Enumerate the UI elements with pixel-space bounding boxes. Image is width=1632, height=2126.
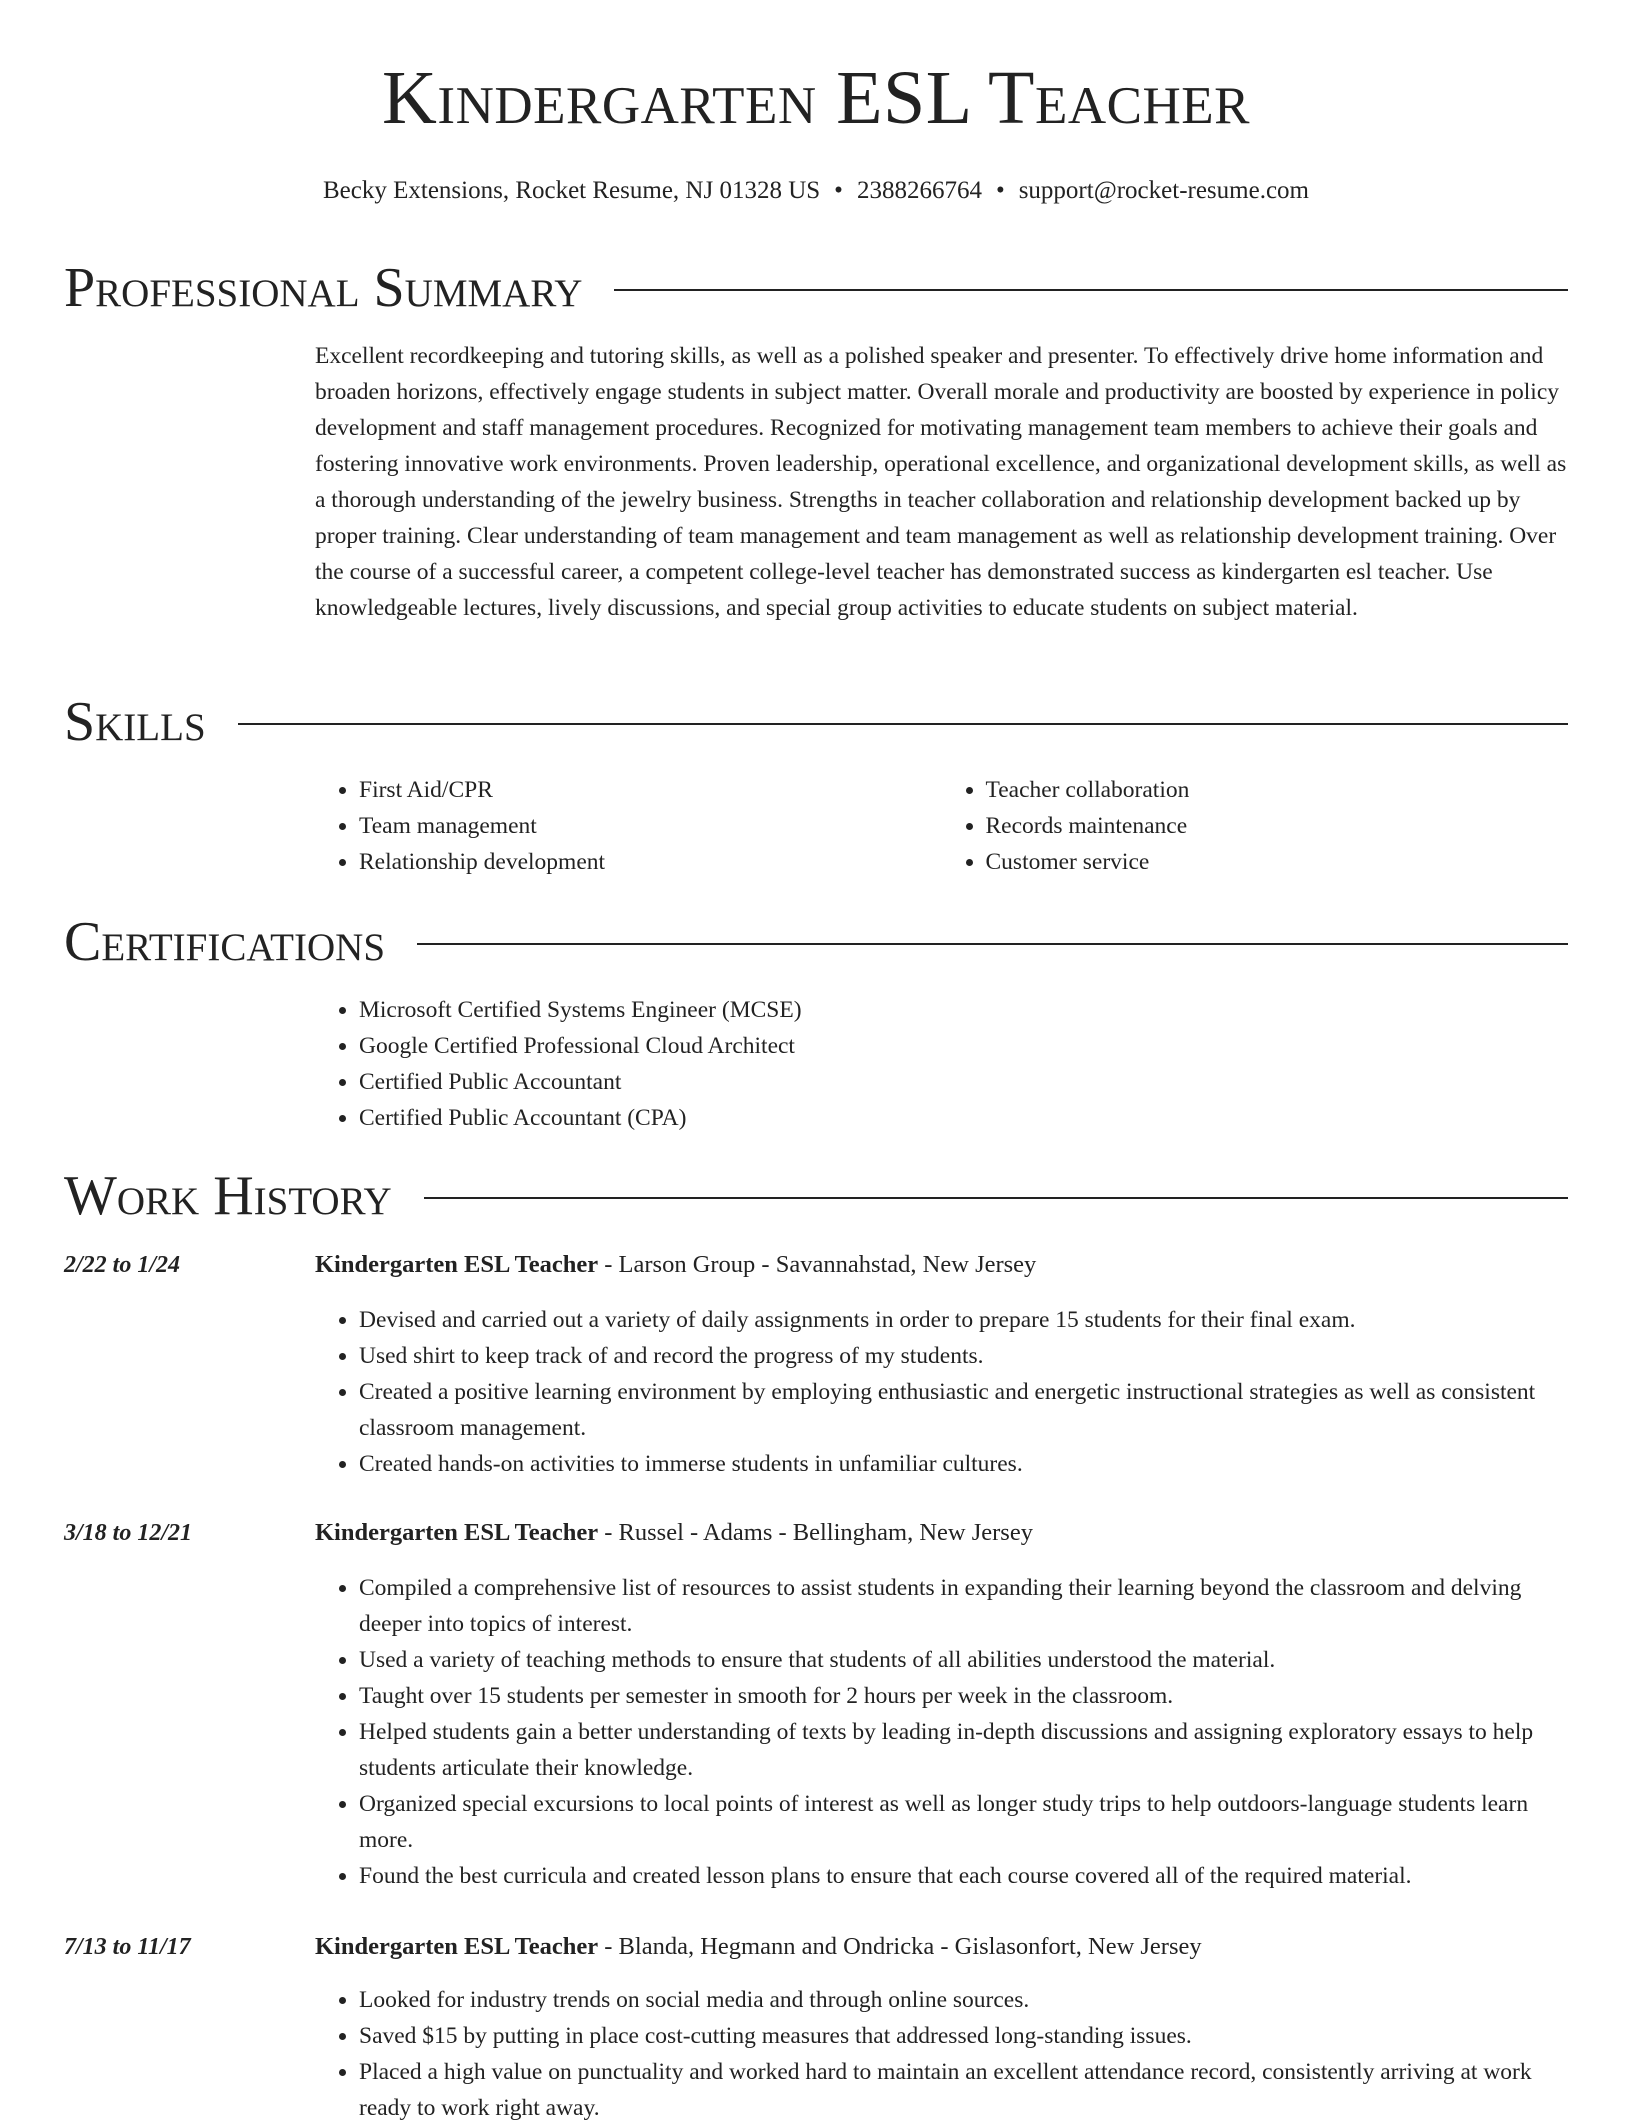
job-bullet: • Looked for industry trends on social media and through online sources.	[359, 1982, 1568, 2018]
skills-section-heading	[64, 690, 1568, 754]
contact-address: Becky Extensions, Rocket Resume, NJ 01328 US	[322, 177, 821, 204]
skills-heading-label: Skills	[64, 691, 206, 753]
certification-item: • Certified Public Accountant	[359, 1064, 1568, 1100]
work-history-heading-label: Work History	[64, 1165, 392, 1227]
job-bullet: • Taught over 15 students per semester in smooth for 2 hours per week in the classroom.	[359, 1678, 1568, 1714]
job-dates: 2/22 to 1/24	[64, 1252, 181, 1278]
job-bullet: • Used a variety of teaching methods to ensure that students of all abilities understood the material.	[359, 1642, 1568, 1678]
skill-item: • Records maintenance	[986, 808, 1569, 844]
job-bullet: • Organized special excursions to local points of interest as well as longer study trips to help outdoors-language students learn more.	[359, 1786, 1568, 1858]
job-employer: - Blanda, Hegmann and Ondricka - Gislasonfort, New Jersey	[598, 1933, 1202, 1960]
contact-phone: 2388266764	[856, 177, 982, 204]
job-title: Kindergarten ESL Teacher	[315, 1519, 599, 1546]
job-dates: 7/13 to 11/17	[64, 1934, 191, 1960]
section-divider	[614, 289, 1568, 291]
contact-email: support@rocket-resume.com	[1018, 177, 1309, 204]
skill-item: • Team management	[359, 808, 942, 844]
certifications-section-heading	[64, 910, 1568, 974]
skill-item: • First Aid/CPR	[359, 772, 942, 808]
job-bullet: • Devised and carried out a variety of daily assignments in order to prepare 15 students for their final exam.	[359, 1302, 1568, 1338]
skill-item: • Relationship development	[359, 844, 942, 880]
certification-item: • Microsoft Certified Systems Engineer (MCSE)	[359, 992, 1568, 1028]
job-title: Kindergarten ESL Teacher	[315, 1933, 599, 1960]
job-responsibilities	[315, 1570, 1568, 1894]
job-bullet: • Compiled a comprehensive list of resources to assist students in expanding their learning beyond the classroom and delving deeper into topics of interest.	[359, 1570, 1568, 1642]
contact-separator: •	[995, 177, 1005, 204]
skills-column-left	[315, 772, 942, 880]
job-dates: 3/18 to 12/21	[64, 1520, 193, 1546]
section-divider	[238, 723, 1568, 725]
skill-item: • Teacher collaboration	[986, 772, 1569, 808]
job-responsibilities	[315, 1982, 1568, 2126]
contact-line	[64, 175, 1568, 207]
job-title: Kindergarten ESL Teacher	[315, 1251, 599, 1278]
job-heading	[315, 1515, 1568, 1551]
summary-section-heading	[64, 256, 1568, 320]
job-bullet: • Placed a high value on punctuality and worked hard to maintain an excellent attendance record, consistently arriving at work ready to work right away.	[359, 2054, 1568, 2126]
summary-text: Excellent recordkeeping and tutoring skills, as well as a polished speaker and presenter. To effectively drive home information and broaden horizons, effectively engage students in subject matter. Overall morale and productivity are boosted by experience in policy development and staff management procedures. Recognized for motivating management team members to achieve their goals and fostering innovative work environments. Proven leadership, operational excellence, and organizational development skills, as well as a thorough understanding of the jewelry business. Strengths in teacher collaboration and relationship development backed up by proper training. Clear understanding of team management and team management as well as relationship development training. Over the course of a successful career, a competent college-level teacher has demonstrated success as kindergarten esl teacher. Use knowledgeable lectures, lively discussions, and special group activities to educate students on subject material.	[315, 343, 1567, 621]
job-heading	[315, 1929, 1568, 1965]
job-bullet: • Saved $15 by putting in place cost-cutting measures that addressed long-standing issues.	[359, 2018, 1568, 2054]
job-bullet: • Created a positive learning environment by employing enthusiastic and energetic instructional strategies as well as consistent classroom management.	[359, 1374, 1568, 1446]
job-employer: - Larson Group - Savannahstad, New Jersey	[598, 1251, 1037, 1278]
job-employer: - Russel - Adams - Bellingham, New Jersey	[598, 1519, 1033, 1546]
job-responsibilities	[315, 1302, 1568, 1482]
skill-item: • Customer service	[986, 844, 1569, 880]
job-bullet: • Helped students gain a better understanding of texts by leading in-depth discussions and assigning exploratory essays to help students articulate their knowledge.	[359, 1714, 1568, 1786]
skills-list	[315, 772, 1568, 880]
section-divider	[417, 943, 1568, 945]
certifications-heading-label: Certifications	[64, 911, 386, 973]
section-divider	[424, 1197, 1568, 1199]
contact-separator: •	[834, 177, 843, 204]
skills-column-right	[942, 772, 1569, 880]
certification-item: • Google Certified Professional Cloud Architect	[359, 1028, 1568, 1064]
job-bullet: • Found the best curricula and created lesson plans to ensure that each course covered all of the required material.	[359, 1858, 1568, 1894]
certification-item: • Certified Public Accountant (CPA)	[359, 1100, 1568, 1136]
job-bullet: • Created hands-on activities to immerse students in unfamiliar cultures.	[359, 1446, 1568, 1482]
certifications-list	[315, 992, 1568, 1136]
job-bullet: • Used shirt to keep track of and record the progress of my students.	[359, 1338, 1568, 1374]
work-history-section-heading	[64, 1164, 1568, 1228]
page-title: Kindergarten ESL Teacher	[382, 56, 1250, 140]
summary-heading-label: Professional Summary	[64, 257, 583, 319]
job-heading	[315, 1247, 1568, 1283]
